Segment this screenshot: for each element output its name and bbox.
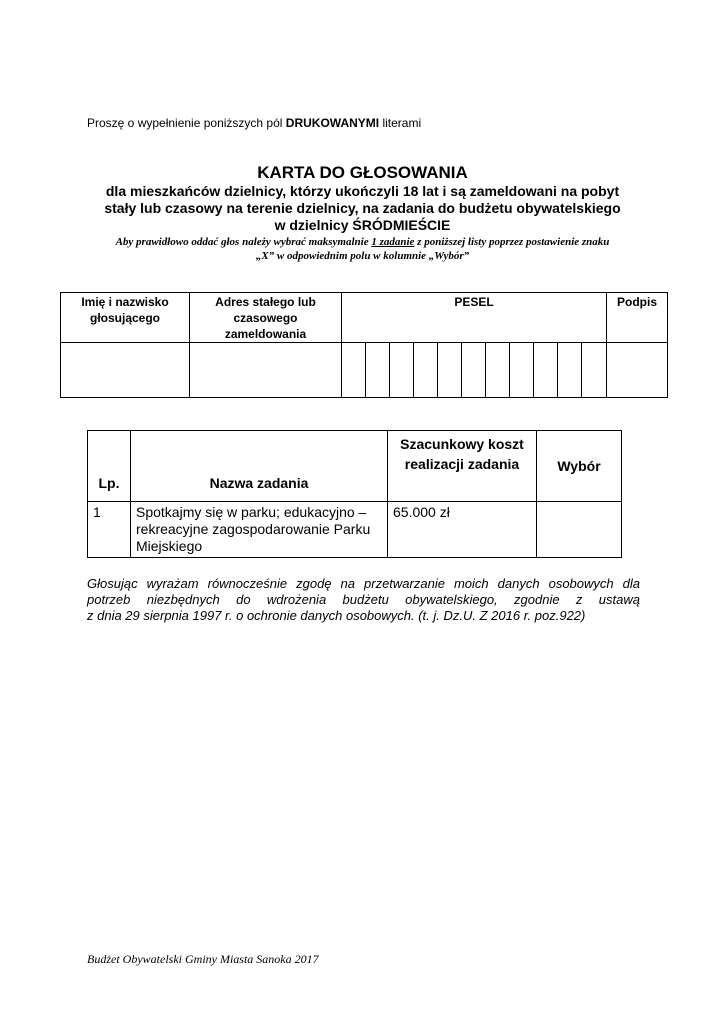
voting-note-line2: „X” w odpowiednim polu w kolumnie „Wybór” [255,250,470,262]
voting-note-part2: z poniższej listy poprzez postawienie znaku [414,236,610,248]
voter-address-field[interactable] [190,343,342,398]
consent-line-3: z dnia 29 sierpnia 1997 r. o ochronie danych osobowych. (t. j. Dz.U. Z 2016 r. poz.922) [87,608,586,623]
instruction-prefix: Proszę o wypełnienie poniższych pól [87,116,286,130]
signature-header: Podpis [607,293,668,343]
ballot-subtitle-line-3: w dzielnicy ŚRÓDMIEŚCIE [274,217,451,233]
instruction-emphasis: DRUKOWANYMI [285,116,380,130]
consent-line-1: Głosując wyrażam równocześnie zgodę na przetwarzanie moich danych osobowych dla [87,576,640,591]
pesel-digit-box[interactable] [390,343,414,398]
voter-name-field[interactable] [61,343,190,398]
ballot-subtitle-line-1: dla mieszkańców dzielnicy, którzy ukończyli 18 lat i są zameldowani na pobyt [105,183,620,199]
pesel-digit-box[interactable] [510,343,534,398]
voter-name-header: Imię i nazwisko głosującego [61,293,190,343]
pesel-digit-box[interactable] [558,343,582,398]
ballot-title: KARTA DO GŁOSOWANIA [257,163,468,182]
ballot-subtitle-line-2: stały lub czasowy na terenie dzielnicy, na zadania do budżetu obywatelskiego [104,200,621,216]
fill-instruction [87,116,421,130]
task-lp: 1 [88,502,131,558]
voter-address-header: Adres stałego lub czasowego zameldowania [190,293,342,343]
consent-line-2: potrzeb niezbędnych do wdrożenia budżetu obywatelskiego, zgodnie z ustawą [87,592,640,607]
page-footer: Budżet Obywatelski Gminy Miasta Sanoka 2017 [87,952,319,966]
task-cost: 65.000 zł [388,502,537,558]
data-consent-statement [87,576,640,624]
task-name-header: Nazwa zadania [131,431,388,502]
choice-header: Wybór [537,431,622,502]
table-row [88,502,622,558]
signature-field[interactable] [607,343,668,398]
tasks-table [87,430,622,558]
task-name: Spotkajmy się w parku; edukacyjno – rekreacyjne zagospodarowanie Parku Miejskiego [131,502,388,558]
task-choice-box[interactable] [537,502,622,558]
cost-header: Szacunkowy koszt realizacji zadania [388,431,537,502]
pesel-digit-box[interactable] [486,343,510,398]
voting-note-limit: 1 zadanie [371,236,415,248]
pesel-digit-box[interactable] [438,343,462,398]
pesel-digit-box[interactable] [414,343,438,398]
pesel-digit-box[interactable] [582,343,607,398]
ballot-header [40,163,685,263]
voting-note [40,235,685,263]
voter-details-table [60,292,668,398]
pesel-digit-box[interactable] [366,343,390,398]
pesel-digit-box[interactable] [462,343,486,398]
lp-header: Lp. [88,431,131,502]
pesel-digit-box[interactable] [342,343,366,398]
voting-note-part1: Aby prawidłowo oddać głos należy wybrać maksymalnie [115,236,372,248]
instruction-suffix: literami [379,116,422,130]
pesel-header: PESEL [342,293,607,343]
pesel-digit-box[interactable] [534,343,558,398]
